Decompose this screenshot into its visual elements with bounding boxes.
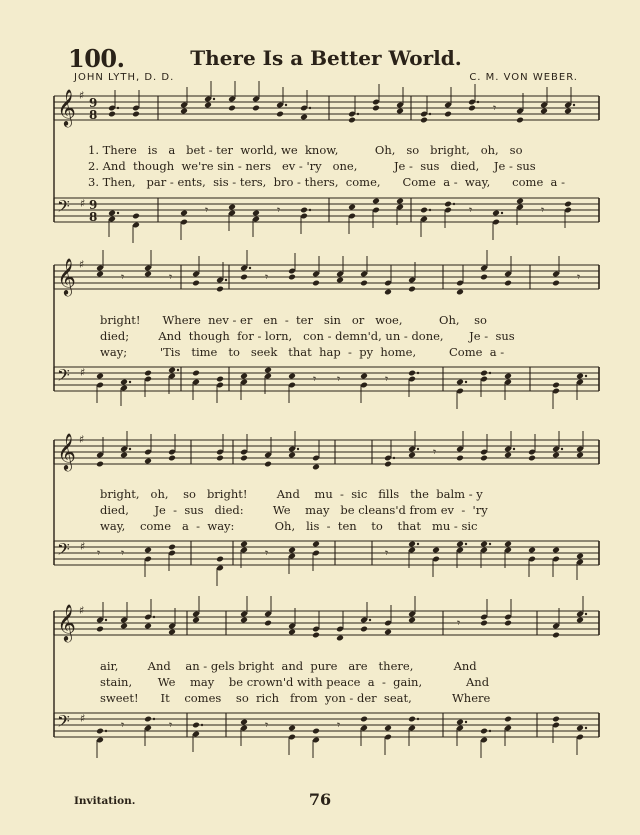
rest-icon: 𝄾 [265, 546, 269, 560]
hymn-number: 100. [68, 44, 125, 73]
bass-staff [54, 713, 599, 737]
note-chord-icon [456, 719, 467, 746]
note-chord-icon [552, 716, 560, 743]
lyric-line: died; And though for - lorn, con - demn'd, un - done, Je - sus [100, 329, 515, 343]
rest-icon: 𝄾 [577, 270, 581, 284]
rest-icon: 𝄾 [265, 718, 269, 732]
page-number: 76 [308, 790, 332, 809]
bass-clef-icon: 𝄢 [57, 365, 70, 389]
lyric-line: way, come a - way: Oh, lis - ten to that mu - sic [100, 519, 478, 533]
time-signature-top: 9 [89, 96, 98, 110]
rest-icon: 𝄾 [121, 546, 125, 560]
sharp-key-signature-icon: ♯ [80, 197, 86, 210]
note-chord-icon [576, 725, 587, 755]
lyric-line: 3. Then, par - ents, sis - ters, bro - thers, come, Come a - way, come a - [88, 175, 565, 189]
author-credit: JOHN LYTH, D. D. [74, 72, 175, 83]
rest-icon: 𝄾 [457, 616, 461, 630]
note-chord-icon [288, 608, 296, 635]
bass-clef-icon: 𝄢 [57, 711, 70, 735]
treble-staff [54, 611, 599, 635]
sharp-key-signature-icon: ♯ [80, 712, 86, 725]
bass-clef-icon: 𝄢 [57, 539, 70, 563]
rest-icon: 𝄾 [337, 372, 341, 386]
lyric-line: bright, oh, so bright! And mu - sic fills the balm - y [100, 487, 483, 501]
lyric-line: bright! Where nev - er en - ter sin or woe, Oh, so [100, 313, 487, 327]
lyric-line: 2. And though we're sin - ners ev - 'ry one, Je - sus died, Je - sus [88, 159, 536, 173]
lyric-line: died, Je - sus died: We may be cleans'd from ev - 'ry [100, 503, 488, 517]
note-chord-icon [312, 611, 320, 638]
sharp-key-signature-icon: ♯ [80, 540, 86, 553]
rest-icon: 𝄾 [169, 718, 173, 732]
sharp-key-signature-icon: ♯ [79, 258, 85, 271]
treble-clef-icon: 𝄞 [57, 257, 76, 295]
lyric-line: stain, We may be crown'd with peace a - gain, And [100, 675, 490, 689]
note-chord-icon [120, 602, 128, 629]
note-chord-icon [144, 599, 155, 629]
note-chord-icon [576, 596, 587, 623]
note-chord-icon [96, 728, 107, 758]
note-chord-icon [312, 728, 320, 758]
rest-icon: 𝄾 [493, 101, 497, 115]
rest-icon: 𝄾 [265, 270, 269, 284]
rest-icon: 𝄾 [121, 718, 125, 732]
lyric-line: sweet! It comes so rich from yon - der seat, Where [100, 691, 491, 705]
lyric-line: way; 'Tis time to seek that hap - py home, Come a - [100, 345, 505, 359]
sharp-key-signature-icon: ♯ [79, 89, 85, 102]
note-chord-icon [240, 596, 248, 623]
note-chord-icon [336, 611, 344, 641]
rest-icon: 𝄾 [469, 203, 473, 217]
lyric-line: 1. There is a bet - ter world, we know, Oh, so bright, oh, so [88, 143, 523, 157]
note-chord-icon [240, 719, 248, 746]
time-signature-bottom: 8 [89, 210, 98, 224]
hymn-title-text: There Is a Better World. [190, 46, 462, 70]
note-chord-icon [504, 599, 512, 626]
composer-credit: C. M. VON WEBER. [469, 72, 578, 83]
time-signature-bottom: 8 [89, 108, 98, 122]
note-chord-icon [480, 728, 491, 758]
rest-icon: 𝄾 [541, 203, 545, 217]
note-chord-icon [168, 608, 176, 635]
note-chord-icon [408, 596, 416, 623]
rest-icon: 𝄾 [97, 546, 101, 560]
note-chord-icon [384, 725, 392, 755]
rest-icon: 𝄾 [385, 372, 389, 386]
rest-icon: 𝄾 [337, 718, 341, 732]
lyric-line: air, And an - gels bright and pure are there, And [100, 659, 477, 673]
rest-icon: 𝄾 [385, 546, 389, 560]
treble-clef-icon: 𝄞 [57, 432, 76, 470]
note-chord-icon [480, 599, 488, 626]
note-chord-icon [384, 605, 392, 635]
treble-clef-icon: 𝄞 [57, 603, 76, 641]
rest-icon: 𝄾 [433, 445, 437, 459]
rest-icon: 𝄾 [169, 270, 173, 284]
note-chord-icon [288, 725, 296, 755]
category-label: Invitation. [74, 795, 136, 807]
sharp-key-signature-icon: ♯ [79, 433, 85, 446]
time-signature-top: 9 [89, 198, 98, 212]
bass-clef-icon: 𝄢 [57, 196, 70, 220]
sharp-key-signature-icon: ♯ [80, 366, 86, 379]
sharp-key-signature-icon: ♯ [79, 604, 85, 617]
rest-icon: 𝄾 [277, 203, 281, 217]
rest-icon: 𝄾 [313, 372, 317, 386]
treble-clef-icon: 𝄞 [57, 88, 76, 126]
note-chord-icon [192, 596, 200, 623]
rest-icon: 𝄾 [205, 203, 209, 217]
rest-icon: 𝄾 [121, 270, 125, 284]
